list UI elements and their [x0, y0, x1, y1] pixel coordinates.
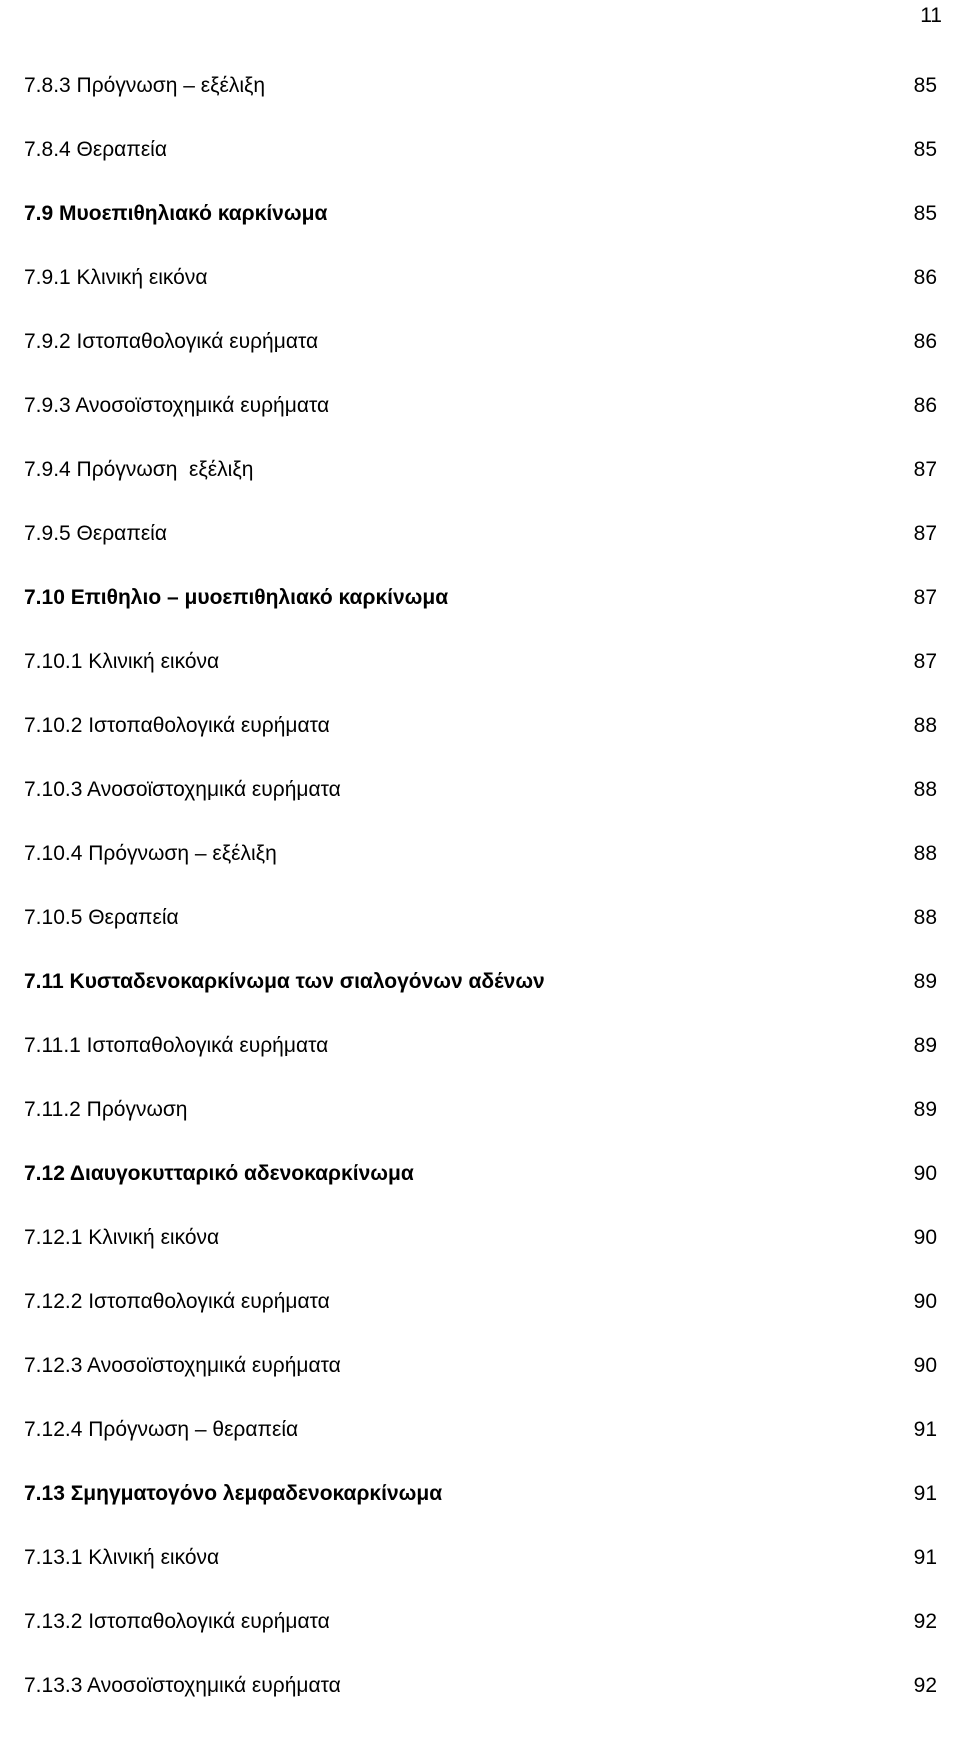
toc-entry-page: 90 — [913, 1226, 937, 1249]
toc-entry-page: 91 — [913, 1482, 937, 1505]
toc-entry-page: 86 — [913, 394, 937, 417]
toc-entry-title: 7.12 Διαυγοκυτταρικό αδενοκαρκίνωμα — [24, 1162, 414, 1185]
toc-entry-title: 7.13.3 Ανοσοϊστοχημικά ευρήματα — [24, 1674, 341, 1697]
toc-entry[interactable] — [24, 330, 937, 394]
toc-section-heading[interactable] — [24, 202, 937, 266]
toc-entry-title: 7.12.1 Κλινική εικόνα — [24, 1226, 220, 1249]
toc-entry-title: 7.11 Κυσταδενοκαρκίνωμα των σιαλογόνων αδένων — [24, 970, 545, 993]
toc-entry-page: 92 — [913, 1674, 937, 1697]
toc-entry[interactable] — [24, 1354, 937, 1418]
toc-entry[interactable] — [24, 1418, 937, 1482]
toc-entry[interactable] — [24, 1034, 937, 1098]
toc-entry-title: 7.8.3 Πρόγνωση – εξέλιξη — [24, 74, 266, 97]
toc-entry[interactable] — [24, 1546, 937, 1610]
toc-entry-page: 87 — [913, 586, 937, 609]
toc-entry[interactable] — [24, 266, 937, 330]
toc-entry-page: 87 — [913, 650, 937, 673]
toc-entry-page: 89 — [913, 1034, 937, 1057]
toc-entry-title: 7.12.3 Ανοσοϊστοχημικά ευρήματα — [24, 1354, 341, 1377]
toc-entry-title: 7.9 Μυοεπιθηλιακό καρκίνωμα — [24, 202, 328, 225]
toc-entry[interactable] — [24, 138, 937, 202]
toc-entry-title: 7.12.2 Ιστοπαθολογικά ευρήματα — [24, 1290, 330, 1313]
toc-entry-page: 91 — [913, 1546, 937, 1569]
toc-entry[interactable] — [24, 714, 937, 778]
toc-entry-page: 89 — [913, 1098, 937, 1121]
toc-entry[interactable] — [24, 1290, 937, 1354]
toc-entry-page: 89 — [913, 970, 937, 993]
toc-entry-page: 88 — [913, 714, 937, 737]
toc-entry[interactable] — [24, 74, 937, 138]
toc-entry-title: 7.11.1 Ιστοπαθολογικά ευρήματα — [24, 1034, 329, 1057]
toc-entry-title: 7.9.5 Θεραπεία — [24, 522, 167, 545]
toc-entry-title: 7.13.2 Ιστοπαθολογικά ευρήματα — [24, 1610, 330, 1633]
toc-entry-title: 7.9.4 Πρόγνωση εξέλιξη — [24, 458, 254, 481]
toc-entry-page: 86 — [913, 330, 937, 353]
toc-entry[interactable] — [24, 650, 937, 714]
toc-entry-page: 86 — [913, 266, 937, 289]
toc-entry[interactable] — [24, 778, 937, 842]
toc-entry[interactable] — [24, 394, 937, 458]
toc-entry[interactable] — [24, 1226, 937, 1290]
toc-entry-title: 7.9.2 Ιστοπαθολογικά ευρήματα — [24, 330, 319, 353]
toc-entry-page: 92 — [913, 1610, 937, 1633]
toc-entry-page: 90 — [913, 1290, 937, 1313]
toc-entry-page: 87 — [913, 522, 937, 545]
toc-entry-page: 90 — [913, 1354, 937, 1377]
toc-entry-page: 88 — [913, 906, 937, 929]
table-of-contents — [24, 74, 937, 1738]
toc-entry-page: 87 — [913, 458, 937, 481]
toc-entry-title: 7.10 Επιθηλιο – μυοεπιθηλιακό καρκίνωμα — [24, 586, 449, 609]
toc-entry[interactable] — [24, 906, 937, 970]
toc-entry-page: 85 — [913, 74, 937, 97]
toc-entry-page: 90 — [913, 1162, 937, 1185]
toc-entry[interactable] — [24, 1674, 937, 1738]
toc-entry-title: 7.9.1 Κλινική εικόνα — [24, 266, 208, 289]
toc-entry-title: 7.10.4 Πρόγνωση – εξέλιξη — [24, 842, 277, 865]
toc-entry-page: 91 — [913, 1418, 937, 1441]
toc-entry[interactable] — [24, 1610, 937, 1674]
toc-entry-title: 7.9.3 Ανοσοϊστοχημικά ευρήματα — [24, 394, 330, 417]
toc-section-heading[interactable] — [24, 970, 937, 1034]
toc-section-heading[interactable] — [24, 1482, 937, 1546]
toc-entry-title: 7.10.1 Κλινική εικόνα — [24, 650, 220, 673]
page-number: 11 — [920, 4, 942, 27]
toc-entry[interactable] — [24, 458, 937, 522]
toc-entry-page: 88 — [913, 778, 937, 801]
toc-entry-title: 7.11.2 Πρόγνωση — [24, 1098, 188, 1121]
toc-entry[interactable] — [24, 842, 937, 906]
toc-section-heading[interactable] — [24, 586, 937, 650]
toc-entry-title: 7.10.2 Ιστοπαθολογικά ευρήματα — [24, 714, 330, 737]
toc-entry-title: 7.13.1 Κλινική εικόνα — [24, 1546, 220, 1569]
toc-entry[interactable] — [24, 1098, 937, 1162]
toc-entry-title: 7.8.4 Θεραπεία — [24, 138, 167, 161]
toc-entry-title: 7.13 Σμηγματογόνο λεμφαδενοκαρκίνωμα — [24, 1482, 443, 1505]
toc-entry-page: 85 — [913, 138, 937, 161]
toc-entry-page: 88 — [913, 842, 937, 865]
toc-section-heading[interactable] — [24, 1162, 937, 1226]
toc-entry[interactable] — [24, 522, 937, 586]
toc-entry-page: 85 — [913, 202, 937, 225]
toc-entry-title: 7.10.3 Ανοσοϊστοχημικά ευρήματα — [24, 778, 341, 801]
toc-entry-title: 7.10.5 Θεραπεία — [24, 906, 179, 929]
toc-entry-title: 7.12.4 Πρόγνωση – θεραπεία — [24, 1418, 299, 1441]
